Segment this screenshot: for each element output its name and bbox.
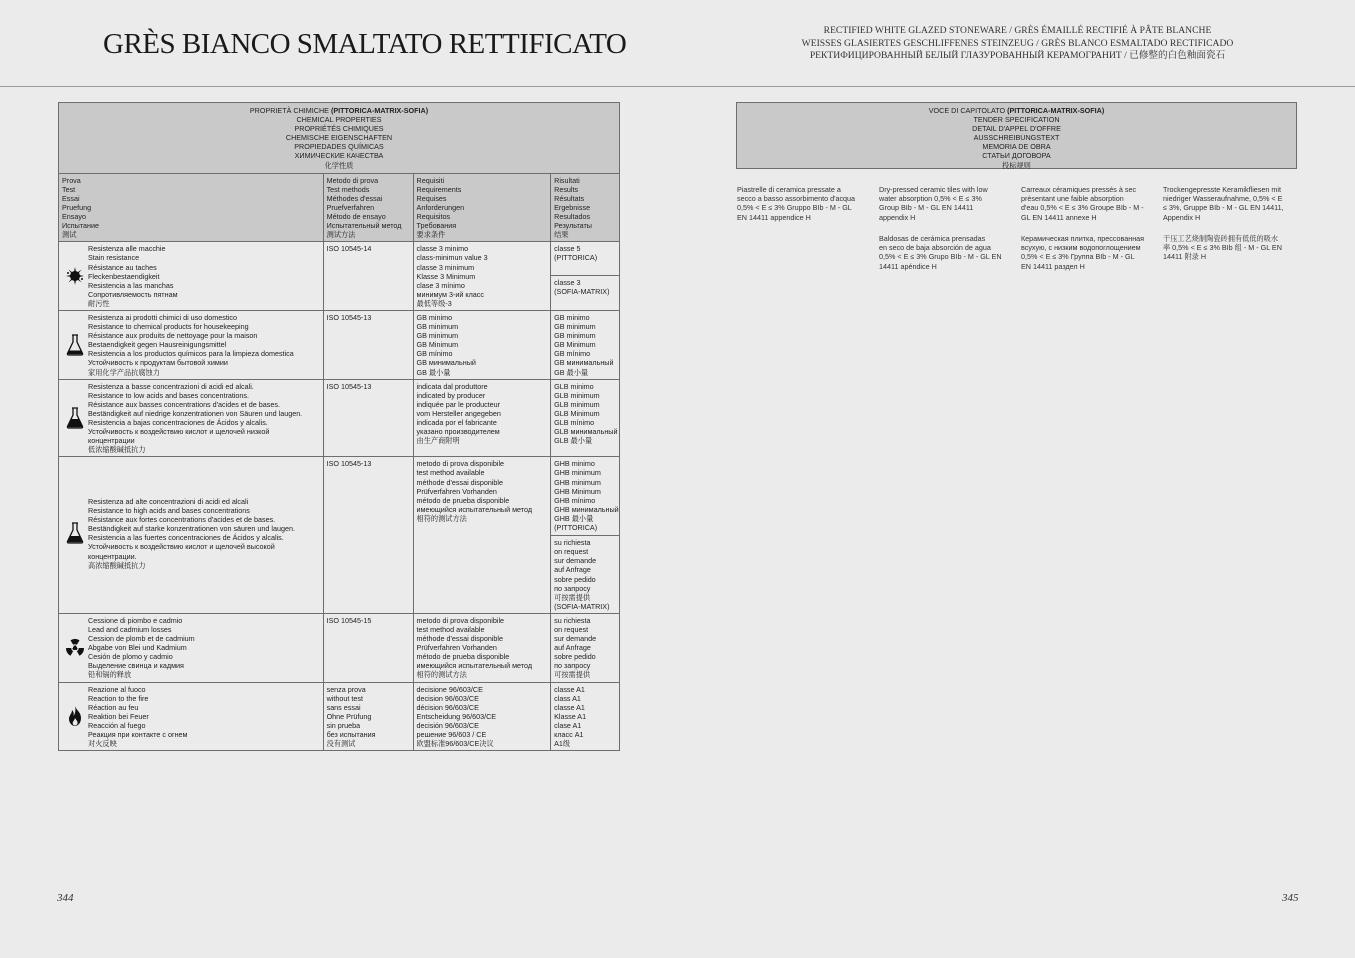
text-line: 可按需提供 <box>554 670 591 680</box>
test-cell <box>59 613 324 682</box>
text-line: método de prueba disponible <box>416 495 510 505</box>
result-cell <box>551 379 620 457</box>
text-line: 要求条件 <box>416 230 446 240</box>
household-flask-icon <box>62 334 88 356</box>
text-line: ISO 10545-13 <box>326 312 372 322</box>
tender-title: VOCE DI CAPITOLATO (PITTORICA-MATRIX-SOFIA) <box>928 106 1105 115</box>
text-line: class-minimun value 3 <box>416 253 488 263</box>
text-line: water absorption 0,5% < E ≤ 3% <box>879 194 982 204</box>
text-line: Réaction au feu <box>88 702 139 712</box>
tender-specification-header <box>736 102 1297 169</box>
result-cell <box>551 682 620 751</box>
text-line: GLB minimo <box>554 381 594 391</box>
text-line: méthode d'essai disponible <box>416 477 504 487</box>
text-line: GB mínimo <box>416 349 453 359</box>
text-line: всухую, с низким водопоглощением <box>1021 243 1141 253</box>
text-line: test method available <box>416 624 485 634</box>
requirement-cell <box>413 379 551 457</box>
text-line: класс A1 <box>554 730 584 739</box>
text-line: Cessione di piombo e cadmio <box>88 615 183 625</box>
subtitle-line: РЕКТИФИЦИРОВАННЫЙ БЕЛЫЙ ГЛАЗУРОВАННЫЙ КЕРАМОГРАНИТ / 已修整的白色釉面瓷石 <box>809 50 1226 61</box>
text-line: sobre pedido <box>554 574 596 584</box>
text-line: GLB минимальный <box>554 427 618 437</box>
text-line: décision 96/603/CE <box>416 702 479 712</box>
text-line: classe A1 <box>554 684 585 694</box>
text-line: Essai <box>62 193 80 203</box>
text-line: GLB minimum <box>554 390 600 400</box>
text-line: class A1 <box>554 693 581 703</box>
method-cell <box>323 613 413 682</box>
text-line: Resistenza ai prodotti chimici di uso domestico <box>88 312 238 322</box>
text-line: présentant une faible absorption <box>1021 194 1124 204</box>
text-line: Método de ensayo <box>326 212 386 222</box>
text-line: sur demande <box>554 634 597 644</box>
text-line: (PITTORICA) <box>554 253 598 263</box>
text-line: Resistencia a bajas concentraciones de Ácidos y alcalis. <box>88 418 268 427</box>
text-line: su richiesta <box>554 615 591 625</box>
text-line: GB minimo <box>416 312 453 322</box>
text-line: GB mínimo <box>554 349 591 359</box>
text-line: GHB minimum <box>554 477 601 487</box>
text-line: 相符的测试方法 <box>416 513 467 523</box>
text-line: 由生产商附明 <box>416 436 460 446</box>
method-cell <box>323 457 413 614</box>
text-line: имеющийся испытательный метод <box>416 504 533 514</box>
text-line: GB Minimum <box>416 340 459 350</box>
text-line: GB 最小量 <box>416 367 451 377</box>
text-line: Выделение свинца и кадмия <box>88 661 184 671</box>
text-line: GB minimum <box>554 331 596 341</box>
table-header <box>59 103 620 174</box>
tender-text-german <box>1163 185 1299 222</box>
test-cell <box>59 310 324 379</box>
text-line: Results <box>554 184 579 194</box>
low-acid-flask-icon <box>62 407 88 429</box>
text-line: Résistance au taches <box>88 262 157 272</box>
text-line: GLB Minimum <box>554 408 600 418</box>
test-cell <box>59 242 324 311</box>
text-line: Metodo di prova <box>326 175 379 185</box>
text-line: Resistance to chemical products for housekeeping <box>88 322 249 332</box>
text-line: Resistencia a las manchas <box>88 280 174 290</box>
result-cell <box>551 613 620 682</box>
text-line: Pruefverfahren <box>326 202 375 212</box>
text-line: концентрации <box>88 436 135 446</box>
text-line: Ohne Prüfung <box>326 711 372 721</box>
text-line: Requirements <box>416 184 462 194</box>
requirement-cell <box>413 310 551 379</box>
text-line: d'eau 0,5% < E ≤ 3% Groupe BIb - M - <box>1021 203 1144 213</box>
text-line: Resistenza a basse concentrazioni di acidi ed alcali. <box>88 381 254 391</box>
text-line: Klasse A1 <box>554 711 587 721</box>
table-row <box>59 310 620 379</box>
text-line: GHB minimo <box>554 459 595 469</box>
radiation-icon <box>62 638 88 658</box>
text-line: ≤ 3%, Gruppe BIb - M - GL EN 14411, <box>1163 203 1284 213</box>
text-line: Requisiti <box>416 175 445 185</box>
text-line: ISO 10545-15 <box>326 615 372 625</box>
text-line: Requisitos <box>416 212 451 222</box>
text-line: Reazione al fuoco <box>88 684 146 694</box>
text-line: Lead and cadmium losses <box>88 624 172 634</box>
text-line: Сопротивляемость пятнам <box>88 289 178 299</box>
text-line: Résistance aux basses concentrations d'acides et de bases. <box>88 399 280 409</box>
text-line: decisión 96/603/CE <box>416 720 479 730</box>
table-row <box>59 682 620 751</box>
table-title-line: CHEMICAL PROPERTIES <box>296 115 382 125</box>
tender-title-line: AUSSCHREIBUNGSTEXT <box>973 133 1060 143</box>
text-line: Prova <box>62 175 81 185</box>
tender-text-english <box>879 185 1015 222</box>
column-header-row <box>59 173 620 242</box>
text-line: niedriger Wasseraufnahme, 0,5% < E <box>1163 194 1283 204</box>
text-line: Bestaendigkeit gegen Hausreinigungsmittel <box>88 340 227 350</box>
text-line: on request <box>554 547 589 557</box>
text-line: 测试方法 <box>326 230 356 240</box>
text-line: Устойчивость к воздействию кислот и щелочей низкой <box>88 427 270 437</box>
text-line: Résistance aux produits de nettoyage pour la maison <box>88 331 258 341</box>
text-line: 欧盟标准96/603/CE决议 <box>416 739 494 749</box>
text-line: decisione 96/603/CE <box>416 684 483 694</box>
requirement-cell <box>413 457 551 614</box>
text-line: indiquée par le producteur <box>416 399 501 409</box>
text-line: GB 最小量 <box>554 367 589 377</box>
text-line: decision 96/603/CE <box>416 693 479 703</box>
text-line: Устойчивость к продуктам бытовой химии <box>88 358 228 368</box>
text-line: sin prueba <box>326 720 361 730</box>
text-line: Требования <box>416 221 457 231</box>
column-header-test <box>59 173 324 242</box>
text-line: Fleckenbestaendigkeit <box>88 271 160 281</box>
text-line: GHB minimum <box>554 468 601 478</box>
text-line: GLB mínimo <box>554 418 595 427</box>
requirement-cell <box>413 242 551 311</box>
text-line: Beständigkeit auf starke konzentrationen von säuren und laugen. <box>88 524 295 534</box>
text-line: secco a basso assorbimento d'acqua <box>737 194 856 204</box>
text-line: Abgabe von Blei und Kadmium <box>88 643 187 653</box>
text-line: classe A1 <box>554 702 585 712</box>
subtitle-line: WEISSES GLASIERTES GESCHLIFFENES STEINZEUG / GRÈS BLANCO ESMALTADO RECTIFICADO <box>801 37 1234 49</box>
text-line: GB Minimum <box>554 340 596 350</box>
text-line: 相符的测试方法 <box>416 670 467 680</box>
text-line: Stain resistance <box>88 253 140 263</box>
table-title-line: 化学性质 <box>324 160 354 170</box>
text-line: clase A1 <box>554 720 582 730</box>
text-line: Anforderungen <box>416 202 465 212</box>
text-line: GB minimo <box>554 312 590 322</box>
text-line: без испытания <box>326 730 376 739</box>
text-line: 14411 附录 H <box>1163 252 1207 262</box>
text-line: Керамическая плитка, прессованная <box>1021 234 1145 243</box>
table-title-line: ХИМИЧЕСКИЕ КАЧЕСТВА <box>294 151 384 161</box>
text-line: Устойчивость к воздействию кислот и щелочей высокой <box>88 542 275 552</box>
text-line: Resultados <box>554 212 591 222</box>
text-line: ISO 10545-14 <box>326 244 372 254</box>
chemical-properties-table <box>58 102 620 751</box>
text-line: without test <box>326 693 363 703</box>
text-line: Cesión de plomo y cadmio <box>88 652 173 662</box>
text-line: Klasse 3 Minimum <box>416 271 476 281</box>
text-line: (SOFIA-MATRIX) <box>554 286 610 296</box>
text-line: GB minimum <box>416 331 459 341</box>
column-header-results <box>551 173 620 242</box>
text-line: classe 3 <box>554 277 581 287</box>
text-line: Test methods <box>326 184 370 194</box>
text-line: Piastrelle di ceramica pressate a <box>737 185 841 194</box>
text-line: ISO 10545-13 <box>326 381 372 391</box>
text-line: 可按需提供 <box>554 592 591 602</box>
text-line: sur demande <box>554 556 597 566</box>
table-title-line: CHEMISCHE EIGENSCHAFTEN <box>285 133 393 143</box>
table-title-line: PROPIEDADES QUÍMICAS <box>294 142 384 152</box>
text-line: концентрации. <box>88 551 137 561</box>
text-line: Dry-pressed ceramic tiles with low <box>879 185 988 194</box>
text-line: Pruefung <box>62 202 92 212</box>
text-line: 测试 <box>62 230 77 240</box>
text-line: GB minimum <box>416 322 459 332</box>
test-cell <box>59 682 324 751</box>
text-line: решение 96/603 / CE <box>416 730 487 739</box>
requirement-cell <box>413 613 551 682</box>
text-line: по запросу <box>554 661 591 671</box>
text-line: Испытание <box>62 221 100 231</box>
text-line: (PITTORICA) <box>554 523 598 533</box>
tender-text-italian <box>737 185 873 222</box>
text-line: indicated by producer <box>416 390 486 400</box>
text-line: EN 14411 раздел H <box>1021 261 1085 271</box>
test-cell <box>59 457 324 614</box>
text-line: 没有测试 <box>326 739 356 749</box>
text-line: Méthodes d'essai <box>326 193 383 203</box>
tender-title-line: 投标规则 <box>1002 160 1031 170</box>
text-line: GLB 最小量 <box>554 436 593 446</box>
text-line: Resistance to high acids and bases concentrations <box>88 506 250 516</box>
requirement-cell <box>413 682 551 751</box>
table-title-line: PROPRIÉTÉS CHIMIQUES <box>294 124 384 134</box>
table-row <box>59 242 620 311</box>
result-cell <box>551 457 620 614</box>
text-line: Ensayo <box>62 212 86 222</box>
text-line: auf Anfrage <box>554 643 591 653</box>
text-line: A1级 <box>554 739 571 749</box>
text-line: classe 5 <box>554 244 581 254</box>
tender-title-line: MEMORIA DE OBRA <box>982 142 1051 152</box>
text-line: 最低等级-3 <box>416 298 452 308</box>
text-line: 低浓缩酸碱抵抗力 <box>88 445 146 455</box>
table-row <box>59 457 620 614</box>
text-line: sobre pedido <box>554 652 596 662</box>
text-line: Group BIb - M - GL EN 14411 <box>879 203 974 213</box>
text-line: 高浓缩酸碱抵抗力 <box>88 560 146 570</box>
text-line: Appendix H <box>1163 212 1201 222</box>
text-line: Resistance to low acids and bases concentrations. <box>88 390 250 400</box>
text-line: Resistencia a las fuertes concentraciones de Ácidos y alcalis. <box>88 533 284 543</box>
text-line: GHB минимальный <box>554 504 619 514</box>
text-line: méthode d'essai disponible <box>416 634 504 644</box>
text-line: (SOFIA-MATRIX) <box>554 601 610 611</box>
text-line: Prüfverfahren Vorhanden <box>416 643 497 653</box>
text-line: método de prueba disponible <box>416 652 510 662</box>
text-line: GHB 最小量 <box>554 513 594 523</box>
text-line: en seco de baja absorción de agua <box>879 243 991 253</box>
text-line: Requises <box>416 193 447 203</box>
text-line: vom Hersteller angegeben <box>416 408 501 418</box>
method-cell <box>323 242 413 311</box>
text-line: 率 0,5% < E ≤ 3% BIb 组 - M - GL EN <box>1163 243 1282 253</box>
text-line: classe 3 minimo <box>416 244 469 254</box>
text-line: Resistencia a los productos químicos para la limpieza domestica <box>88 349 294 359</box>
text-line: GB minimum <box>554 322 596 332</box>
page-subtitle <box>780 25 1255 63</box>
tender-title-line: DETAIL D'APPEL D'OFFRE <box>972 124 1061 134</box>
text-line: GHB Minimum <box>554 486 601 496</box>
page-number-right: 345 <box>1282 892 1299 904</box>
method-cell <box>323 379 413 457</box>
text-line: indicada por el fabricante <box>416 418 497 427</box>
table-row <box>59 379 620 457</box>
test-cell <box>59 379 324 457</box>
column-header-requirements <box>413 173 551 242</box>
text-line: 0,5% < E ≤ 3% Gruppo BIb - M - GL <box>737 203 852 213</box>
text-line: Baldosas de cerámica prensadas <box>879 234 986 243</box>
text-line: GB минимальный <box>416 358 476 368</box>
text-line: имеющийся испытательный метод <box>416 661 533 671</box>
text-line: по запросу <box>554 583 591 593</box>
text-line: Реакция при контакте с огнем <box>88 730 188 739</box>
text-line: Reaction to the fire <box>88 693 149 703</box>
text-line: GLB minimum <box>554 399 600 409</box>
text-line: 0,5% < E ≤ 3% Grupo BIb - M - GL EN <box>879 252 1002 262</box>
text-line: указано производителем <box>416 427 500 437</box>
tender-text-chinese <box>1163 234 1299 262</box>
flame-icon <box>62 705 88 727</box>
tender-title-line: СТАТЬИ ДОГОВОРА <box>982 151 1051 161</box>
text-line: auf Anfrage <box>554 565 591 575</box>
result-cell <box>551 310 620 379</box>
text-line: Beständigkeit auf niedrige konzentrationen von Säuren und laugen. <box>88 408 303 418</box>
method-cell <box>323 310 413 379</box>
high-acid-flask-icon <box>62 522 88 544</box>
text-line: indicata dal produttore <box>416 381 488 391</box>
text-line: senza prova <box>326 684 366 694</box>
tender-title-line: TENDER SPECIFICATION <box>973 115 1060 125</box>
text-line: Reaktion bei Feuer <box>88 711 149 721</box>
text-line: Испытательный метод <box>326 221 402 231</box>
subtitle-line: RECTIFIED WHITE GLAZED STONEWARE / GRÈS ÉMAILLÉ RECTIFIÉ À PÂTE BLANCHE <box>823 25 1212 36</box>
text-line: EN 14411 appendice H <box>737 212 811 222</box>
text-line: GB минимальный <box>554 358 614 368</box>
text-line: 结果 <box>554 230 569 240</box>
text-line: Risultati <box>554 175 580 185</box>
text-line: 0,5% < E ≤ 3% Группа BIb - M - GL <box>1021 252 1135 262</box>
text-line: GL EN 14411 annexe H <box>1021 212 1097 222</box>
tender-text-russian <box>1021 234 1157 271</box>
method-cell <box>323 682 413 751</box>
text-line: Résultats <box>554 193 585 203</box>
tender-text-spanish <box>879 234 1015 271</box>
text-line: Reacción al fuego <box>88 720 146 730</box>
result-cell <box>551 242 620 311</box>
header-divider <box>0 86 1355 87</box>
text-line: 干压工艺烧制陶瓷砖拥有低低的吸水 <box>1163 234 1279 243</box>
table-row <box>59 613 620 682</box>
text-line: Результаты <box>554 221 592 231</box>
text-line: 14411 apéndice H <box>879 261 937 271</box>
text-line: ISO 10545-13 <box>326 459 372 469</box>
text-line: Resistenza ad alte concentrazioni di acidi ed alcali <box>88 497 249 506</box>
text-line: GHB mínimo <box>554 495 596 505</box>
text-line: Résistance aux fortes concentrations d'acides et de bases. <box>88 515 276 525</box>
tender-text-french <box>1021 185 1157 222</box>
text-line: metodo di prova disponibile <box>416 459 505 469</box>
text-line: Carreaux céramiques pressés à sec <box>1021 185 1137 194</box>
text-line: sans essai <box>326 702 361 712</box>
text-line: Test <box>62 184 76 194</box>
text-line: минимум 3-ий класс <box>416 289 484 299</box>
table-title: PROPRIETÀ CHIMICHE (PITTORICA-MATRIX-SOFIA) <box>249 106 429 115</box>
text-line: Cession de plomb et de cadmium <box>88 634 195 644</box>
text-line: appendix H <box>879 212 916 222</box>
text-line: 家用化学产品抗腐蚀力 <box>88 367 160 377</box>
text-line: metodo di prova disponibile <box>416 615 505 625</box>
stain-splat-icon <box>62 266 88 286</box>
text-line: clase 3 mínimo <box>416 280 465 290</box>
text-line: 铅和镉的释放 <box>88 670 132 680</box>
text-line: Resistenza alle macchie <box>88 244 166 254</box>
text-line: Entscheidung 96/603/CE <box>416 711 497 721</box>
text-line: classe 3 minimum <box>416 262 475 272</box>
text-line: su richiesta <box>554 538 591 548</box>
text-line: test method available <box>416 468 485 478</box>
column-header-method <box>323 173 413 242</box>
text-line: Ergebnisse <box>554 202 591 212</box>
text-line: on request <box>554 624 589 634</box>
text-line: Trockengepresste Keramikfliesen mit <box>1163 185 1281 194</box>
text-line: 耐污性 <box>88 298 110 308</box>
page-number-left: 344 <box>57 892 74 904</box>
page-title: GRÈS BIANCO SMALTATO RETTIFICATO <box>103 28 627 60</box>
text-line: 对火反映 <box>88 739 117 749</box>
text-line: Prüfverfahren Vorhanden <box>416 486 497 496</box>
